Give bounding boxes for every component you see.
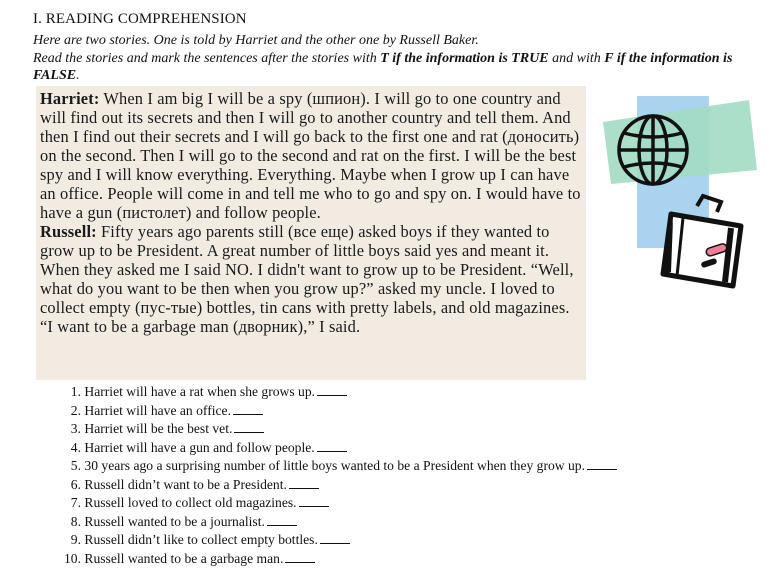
instructions — [33, 32, 748, 85]
question-item: 3. Harriet will be the best vet. — [57, 420, 617, 439]
section-heading: I. READING COMPREHENSION — [33, 11, 247, 27]
question-item: 8. Russell wanted to be a journalist. — [57, 513, 617, 532]
false-marker-text: F if the information is FALSE — [33, 50, 733, 83]
russell-name: Russell: — [40, 222, 97, 241]
answer-blank[interactable] — [317, 383, 347, 396]
answer-blank[interactable] — [267, 513, 297, 526]
question-list — [57, 383, 617, 568]
true-marker-text: T if the information is TRUE — [380, 50, 549, 66]
question-item: 5. 30 years ago a surprising number of little boys wanted to be a President when they grow up. — [57, 457, 617, 476]
answer-blank[interactable] — [289, 476, 319, 489]
answer-blank[interactable] — [317, 439, 347, 452]
instructions-line-2: Read the stories and mark the sentences after the stories with T if the information is TRUE and with F if the information is FALSE. — [33, 50, 733, 83]
question-item: 1. Harriet will have a rat when she grows up. — [57, 383, 617, 402]
question-item: 6. Russell didn’t want to be a President. — [57, 476, 617, 495]
instructions-line-1: Here are two stories. One is told by Harriet and the other one by Russell Baker. — [33, 33, 479, 48]
question-item: 10. Russell wanted to be a garbage man. — [57, 550, 617, 569]
globe-icon — [619, 116, 687, 184]
answer-blank[interactable] — [233, 402, 263, 415]
harriet-name: Harriet: — [40, 89, 100, 108]
answer-blank[interactable] — [320, 531, 350, 544]
question-item: 2. Harriet will have an office. — [57, 402, 617, 421]
question-item: 9. Russell didn’t like to collect empty bottles. — [57, 531, 617, 550]
answer-blank[interactable] — [299, 494, 329, 507]
travel-clipart — [599, 92, 759, 292]
story-text-panel — [36, 86, 586, 380]
question-item: 7. Russell loved to collect old magazines. — [57, 494, 617, 513]
answer-blank[interactable] — [285, 550, 315, 563]
question-item: 4. Harriet will have a gun and follow people. — [57, 439, 617, 458]
answer-blank[interactable] — [587, 457, 617, 470]
harriet-story: When I am big I will be a spy (шпион). I will go to one country and will find out its secrets and then I will go to another country and tell them. And then I find out their secrets and I will go back to the first one and rat (доносить) on the second. Then I will go to the second and rat on the first. I will be the best spy and I will know everything. Everything. Maybe when I grow up I can have an office. People will come in and tell me who to go and spy on. I would have to have a gun (пистолет) and follow people. — [40, 89, 581, 222]
answer-blank[interactable] — [234, 420, 264, 433]
russell-story: Fifty years ago parents still (все еще) asked boys if they wanted to grow up to be President. A great number of little boys said yes and meant it. When they asked me I said NO. I didn't want to grow up to be President. “Well, what do you want to be then when you grow up?” asked my uncle. I loved to collect empty (пус-тые) bottles, tin cans with pretty labels, and old magazines. “I want to be a garbage man (дворник),” I said. — [40, 222, 574, 336]
